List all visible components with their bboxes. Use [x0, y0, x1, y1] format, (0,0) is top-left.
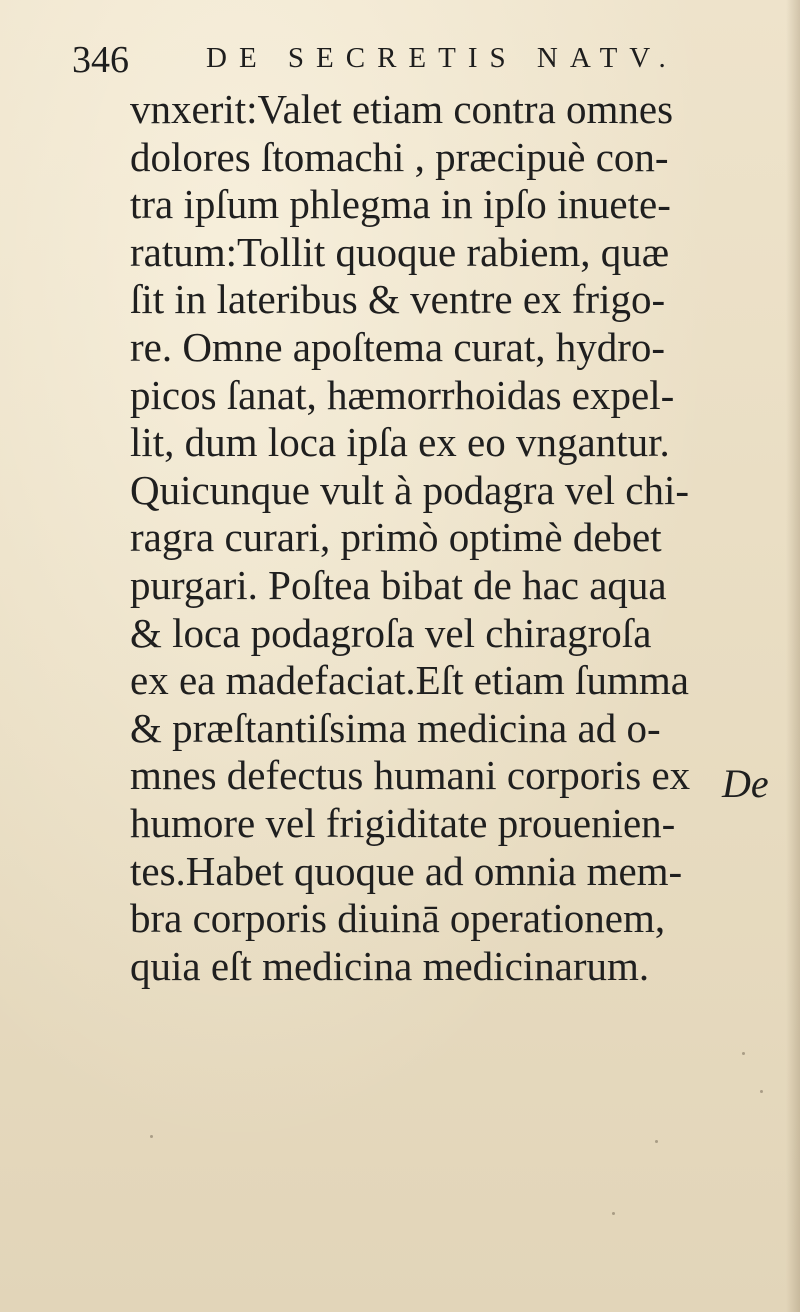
text-line: ragra curari, primò optimè debet [130, 514, 662, 561]
text-line: quia eſt medicina medicinarum. [130, 942, 650, 989]
body-text [130, 86, 770, 990]
text-line: & præſtantiſsima medicina ad o- [130, 704, 661, 751]
text-line: bra corporis diuinā operationem, [130, 895, 666, 942]
paper-speck [760, 1090, 763, 1093]
text-line: tra ipſum phlegma in ipſo inuete- [130, 181, 671, 228]
text-line: & loca podagroſa vel chiragroſa [130, 609, 652, 656]
text-line: Quicunque vult à podagra vel chi- [130, 466, 690, 513]
text-line: picos ſanat, hæmorrhoidas expel- [130, 371, 675, 418]
text-line: vnxerit:Valet etiam contra omnes [130, 86, 674, 132]
catchword: De [722, 761, 769, 806]
text-line: purgari. Poſtea bibat de hac aqua [130, 561, 667, 608]
page-header [72, 30, 752, 80]
text-line: lit, dum loca ipſa ex eo vngantur. [130, 419, 670, 466]
text-line: humore vel frigiditate prouenien- [130, 799, 676, 846]
text-line: ſit in lateribus & ventre ex frigo- [130, 276, 666, 323]
text-line: ratum:Tollit quoque rabiem, quæ [130, 228, 670, 275]
page-number: 346 [72, 39, 129, 81]
text-line: tes.Habet quoque ad omnia mem- [130, 847, 683, 894]
paper-speck [612, 1212, 615, 1215]
paper-speck [655, 1140, 658, 1143]
paper-speck [150, 1135, 153, 1138]
text-line: mnes defectus humani corporis ex [130, 752, 691, 799]
running-head: DE SECRETIS NATV. [206, 42, 678, 74]
page-edge-shadow [786, 0, 800, 1312]
paper-speck [742, 1052, 745, 1055]
text-line: re. Omne apoſtema curat, hydro- [130, 323, 666, 370]
text-line: ex ea madefaciat.Eſt etiam ſumma [130, 657, 689, 704]
text-line: dolores ſtomachi , præcipuè con- [130, 133, 669, 180]
